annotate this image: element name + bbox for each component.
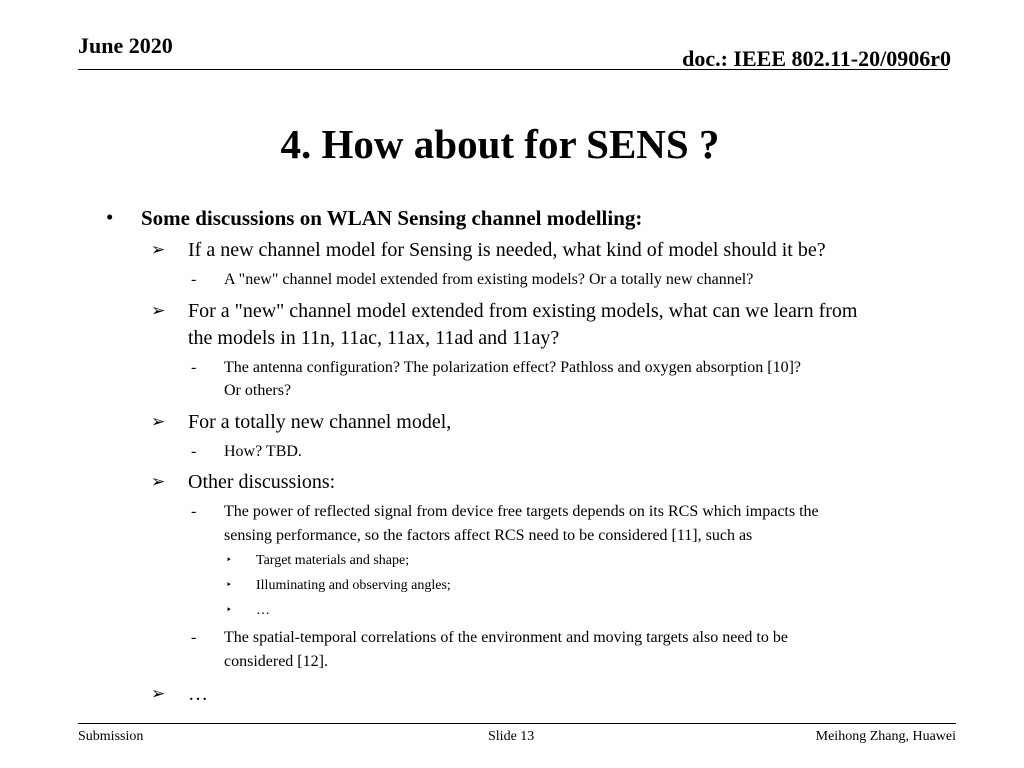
header-date: June 2020 (78, 33, 173, 58)
triangle-marker: ‣ (226, 580, 232, 591)
header-doc-id: doc.: IEEE 802.11-20/0906r0 (682, 46, 951, 71)
detail-item: How? TBD. (224, 443, 302, 460)
detail-item-continued: sensing performance, so the factors affect RCS need to be considered [11], such as (224, 527, 753, 544)
arrow-marker: ➢ (151, 412, 166, 431)
sub-item: If a new channel model for Sensing is needed, what kind of model should it be? (188, 239, 826, 261)
detail-item: The power of reflected signal from device free targets depends on its RCS which impacts the (224, 503, 819, 520)
header-divider (78, 69, 948, 70)
bullet-heading: Some discussions on WLAN Sensing channel modelling: (141, 206, 643, 230)
arrow-marker: ➢ (151, 684, 166, 703)
footer-divider (78, 723, 956, 724)
detail-item: The antenna configuration? The polarization effect? Pathloss and oxygen absorption [10]? (224, 359, 801, 376)
sub-item: For a "new" channel model extended from existing models, what can we learn from (188, 300, 858, 322)
triangle-marker: ‣ (226, 555, 232, 566)
dash-marker: - (191, 359, 197, 376)
arrow-marker: ➢ (151, 240, 166, 259)
detail-item: A "new" channel model extended from existing models? Or a totally new channel? (224, 271, 754, 288)
detail-item-continued: considered [12]. (224, 653, 328, 670)
nested-item: Target materials and shape; (256, 553, 410, 568)
dash-marker: - (191, 271, 197, 288)
sub-item-continued: the models in 11n, 11ac, 11ax, 11ad and 11ay? (188, 327, 560, 349)
detail-item: The spatial-temporal correlations of the environment and moving targets also need to be (224, 629, 788, 646)
bullet-marker: • (106, 205, 114, 229)
footer-author: Meihong Zhang, Huawei (815, 729, 956, 744)
footer-slide-number: Slide 13 (488, 729, 535, 744)
dash-marker: - (191, 443, 197, 460)
sub-item: For a totally new channel model, (188, 411, 452, 433)
triangle-marker: ‣ (226, 605, 232, 616)
dash-marker: - (191, 503, 197, 520)
footer-submission: Submission (78, 729, 144, 744)
detail-item-continued: Or others? (224, 382, 292, 399)
nested-item: Illuminating and observing angles; (256, 578, 451, 593)
sub-item: … (188, 683, 208, 705)
dash-marker: - (191, 629, 197, 646)
slide-title: 4. How about for SENS ? (280, 121, 720, 167)
arrow-marker: ➢ (151, 301, 166, 320)
arrow-marker: ➢ (151, 472, 166, 491)
sub-item: Other discussions: (188, 471, 336, 493)
nested-item: … (256, 603, 270, 618)
